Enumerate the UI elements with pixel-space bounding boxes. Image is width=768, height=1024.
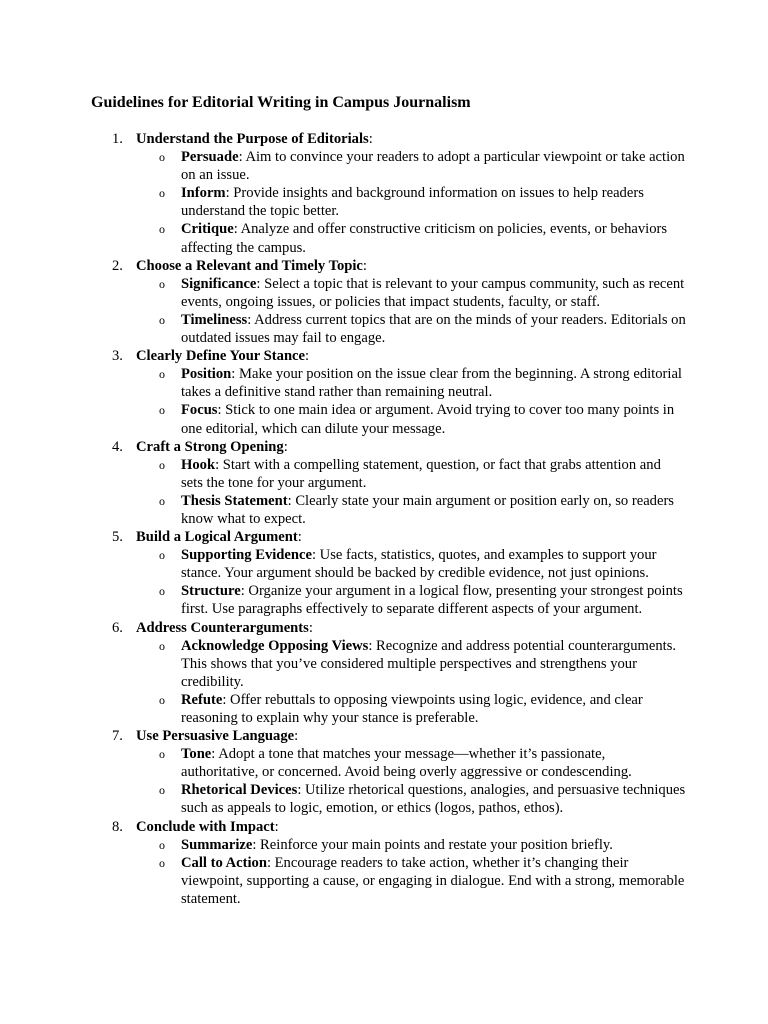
section-heading-text: Conclude with Impact: [136, 818, 275, 835]
point-description: : Reinforce your main points and restate your position briefly.: [252, 836, 613, 853]
point-term: Timeliness: [181, 311, 248, 328]
section-points: [136, 836, 768, 908]
hollow-bullet-icon: o: [159, 855, 165, 870]
section-heading: [136, 528, 768, 546]
hollow-bullet-icon: o: [159, 150, 165, 165]
hollow-bullet-icon: o: [159, 312, 165, 327]
section-number: 8.: [112, 818, 123, 835]
section-point: [136, 148, 686, 184]
section-points: [136, 148, 768, 257]
hollow-bullet-icon: o: [159, 837, 165, 852]
section-point: [136, 492, 686, 528]
section-point: [136, 637, 686, 691]
point-description: : Recognize and address potential counterarguments. This shows that you’ve considered multiple perspectives and strengthens your credibility.: [181, 637, 677, 690]
section-number: 2.: [112, 257, 123, 274]
section-heading-text: Choose a Relevant and Timely Topic: [136, 257, 363, 274]
section-points: [136, 745, 768, 817]
hollow-bullet-icon: o: [159, 747, 165, 762]
point-description: : Use facts, statistics, quotes, and examples to support your stance. Your argument should be backed by credible evidence, not just opinions.: [181, 547, 657, 582]
section-point: [136, 745, 686, 781]
section-points: [136, 365, 768, 437]
section-point: [136, 275, 686, 311]
point-description: : Organize your argument in a logical flow, presenting your strongest points first. Use paragraphs effectively to separate different aspects of your argument.: [181, 583, 683, 618]
section-heading: [136, 818, 768, 836]
point-description: : Make your position on the issue clear from the beginning. A strong editorial takes a definitive stand rather than remaining neutral.: [181, 366, 682, 401]
hollow-bullet-icon: o: [159, 692, 165, 707]
point-text: [181, 547, 656, 581]
section-number: 3.: [112, 348, 123, 365]
point-description: : Offer rebuttals to opposing viewpoints using logic, evidence, and clear reasoning to explain why your stance is preferable.: [181, 691, 643, 726]
hollow-bullet-icon: o: [159, 186, 165, 201]
point-term: Refute: [181, 691, 223, 708]
point-term: Supporting Evidence: [181, 547, 312, 564]
section-points: [136, 637, 768, 727]
section-heading: [136, 727, 768, 745]
guideline-section: [0, 528, 768, 618]
point-term: Summarize: [181, 836, 253, 853]
section-points: [136, 275, 768, 347]
section-heading-text: Understand the Purpose of Editorials: [136, 131, 369, 147]
section-point: [136, 365, 686, 401]
section-heading: [136, 619, 768, 637]
point-term: Structure: [181, 583, 241, 600]
guideline-section: [0, 130, 768, 257]
document-title: Guidelines for Editorial Writing in Campus Journalism: [91, 94, 471, 111]
section-point: [136, 582, 686, 618]
section-heading-text: Address Counterarguments: [136, 619, 309, 636]
section-heading-colon: :: [308, 619, 313, 636]
point-text: [181, 493, 674, 527]
section-point: [136, 220, 686, 256]
section-heading-colon: :: [294, 728, 299, 745]
point-term: Critique: [181, 221, 234, 238]
point-description: : Stick to one main idea or argument. Avoid trying to cover too many points in one editorial, which can dilute your message.: [181, 402, 675, 437]
hollow-bullet-icon: o: [159, 276, 165, 291]
section-point: [136, 184, 686, 220]
point-term: Inform: [181, 185, 226, 202]
section-heading: [136, 347, 768, 365]
section-heading-colon: :: [274, 818, 279, 835]
point-description: : Provide insights and background information on issues to help readers understand the topic better.: [181, 185, 644, 220]
guideline-section: [0, 727, 768, 817]
section-heading-text: Craft a Strong Opening: [136, 438, 284, 455]
section-point: [136, 691, 686, 727]
guideline-section: [0, 347, 768, 437]
point-text: [181, 221, 667, 255]
section-heading: [136, 438, 768, 456]
point-term: Acknowledge Opposing Views: [181, 637, 369, 654]
section-heading-colon: :: [362, 257, 367, 274]
hollow-bullet-icon: o: [159, 638, 165, 653]
section-heading-text: Build a Logical Argument: [136, 529, 298, 546]
guideline-list: [0, 130, 768, 908]
hollow-bullet-icon: o: [159, 457, 165, 472]
guideline-section: [0, 257, 768, 347]
section-heading-colon: :: [283, 438, 288, 455]
section-number: 5.: [112, 529, 123, 546]
point-description: : Analyze and offer constructive criticism on policies, events, or behaviors affecting the campus.: [181, 221, 668, 256]
point-text: [181, 366, 682, 400]
section-number: 4.: [112, 438, 123, 455]
point-description: : Address current topics that are on the minds of your readers. Editorials on outdated issues may fail to engage.: [181, 311, 686, 347]
point-text: [181, 855, 684, 907]
point-text: [181, 402, 674, 436]
point-text: [181, 746, 632, 780]
section-points: [136, 546, 768, 618]
section-point: [136, 854, 686, 908]
point-term: Position: [181, 366, 232, 383]
point-description: : Start with a compelling statement, question, or fact that grabs attention and sets the tone for your argument.: [181, 456, 661, 491]
point-description: : Adopt a tone that matches your message—whether it’s passionate, authoritative, or concerned. Avoid being overly aggressive or condescending.: [181, 746, 632, 781]
hollow-bullet-icon: o: [159, 403, 165, 418]
point-text: [181, 837, 613, 853]
point-term: Focus: [181, 402, 218, 419]
point-term: Significance: [181, 275, 257, 292]
point-term: Hook: [181, 456, 216, 473]
point-description: : Clearly state your main argument or position early on, so readers know what to expect.: [181, 492, 674, 527]
hollow-bullet-icon: o: [159, 493, 165, 508]
section-point: [136, 546, 686, 582]
guideline-section: [0, 619, 768, 728]
hollow-bullet-icon: o: [159, 367, 165, 382]
section-points: [136, 456, 768, 528]
section-point: [136, 836, 686, 854]
point-text: [181, 185, 644, 219]
section-number: 7.: [112, 728, 123, 745]
point-text: [181, 276, 684, 310]
point-term: Persuade: [181, 149, 239, 166]
guideline-section: [0, 438, 768, 528]
point-text: [181, 457, 661, 491]
section-heading-colon: :: [297, 529, 302, 546]
point-text: [181, 782, 685, 816]
point-description: : Encourage readers to take action, whether it’s changing their viewpoint, supporting a cause, or engaging in dialogue. End with a strong, memorable statement.: [181, 854, 685, 907]
section-heading-text: Clearly Define Your Stance: [136, 348, 306, 365]
point-text: [181, 149, 685, 183]
section-number: 1.: [112, 131, 123, 147]
point-description: : Select a topic that is relevant to your campus community, such as recent events, ongoing issues, or policies that impact students, faculty, or staff.: [181, 275, 685, 310]
section-heading-colon: :: [305, 348, 310, 365]
section-point: [136, 401, 686, 437]
section-heading: [136, 257, 768, 275]
point-text: [181, 312, 686, 346]
hollow-bullet-icon: o: [159, 783, 165, 798]
section-point: [136, 311, 686, 347]
point-text: [181, 638, 676, 690]
point-text: [181, 583, 683, 617]
section-number: 6.: [112, 619, 123, 636]
point-description: : Utilize rhetorical questions, analogies, and persuasive techniques such as appeals to logic, emotion, or ethics (logos, pathos, ethos).: [181, 782, 686, 817]
section-heading-text: Use Persuasive Language: [136, 728, 295, 745]
point-term: Rhetorical Devices: [181, 782, 298, 799]
guideline-section: [0, 818, 768, 908]
section-point: [136, 781, 686, 817]
point-text: [181, 692, 643, 726]
point-term: Call to Action: [181, 854, 267, 871]
hollow-bullet-icon: o: [159, 584, 165, 599]
hollow-bullet-icon: o: [159, 222, 165, 237]
point-term: Tone: [181, 746, 212, 763]
point-description: : Aim to convince your readers to adopt a particular viewpoint or take action on an issue.: [181, 149, 685, 184]
section-heading: [136, 130, 768, 148]
section-point: [136, 456, 686, 492]
hollow-bullet-icon: o: [159, 548, 165, 563]
section-heading-colon: :: [368, 131, 373, 147]
point-term: Thesis Statement: [181, 492, 288, 509]
